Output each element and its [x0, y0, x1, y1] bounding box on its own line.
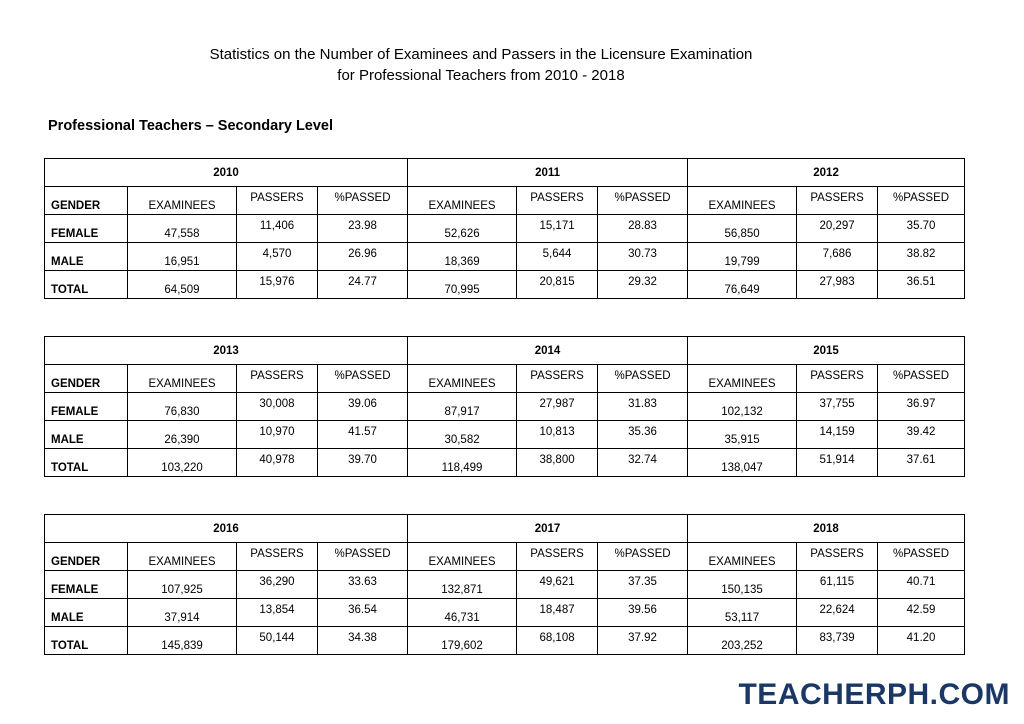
passers-header: PASSERS: [237, 187, 318, 215]
percent-passed-cell: 41.57: [318, 421, 408, 449]
percent-passed-cell: 39.06: [318, 393, 408, 421]
examinees-cell: 19,799: [688, 243, 797, 271]
passers-cell: 49,621: [517, 571, 598, 599]
passers-header: PASSERS: [797, 187, 878, 215]
row-label: FEMALE: [45, 215, 128, 243]
document-title: [0, 44, 962, 86]
examinees-cell: 37,914: [128, 599, 237, 627]
passers-cell: 27,987: [517, 393, 598, 421]
passers-cell: 51,914: [797, 449, 878, 477]
passers-cell: 18,487: [517, 599, 598, 627]
passers-header: PASSERS: [237, 365, 318, 393]
examinees-cell: 47,558: [128, 215, 237, 243]
stats-table: [44, 514, 965, 655]
passers-cell: 10,970: [237, 421, 318, 449]
year-header-row: [45, 159, 965, 187]
passers-cell: 13,854: [237, 599, 318, 627]
percent-passed-cell: 39.42: [878, 421, 965, 449]
percent-passed-cell: 29.32: [598, 271, 688, 299]
table-row: [45, 271, 965, 299]
passers-cell: 37,755: [797, 393, 878, 421]
percent-passed-cell: 32.74: [598, 449, 688, 477]
passers-cell: 36,290: [237, 571, 318, 599]
passers-header: PASSERS: [797, 543, 878, 571]
table-row: [45, 215, 965, 243]
section-subtitle: Professional Teachers – Secondary Level: [48, 118, 334, 134]
percent-passed-header: %PASSED: [318, 365, 408, 393]
passers-cell: 11,406: [237, 215, 318, 243]
percent-passed-cell: 26.96: [318, 243, 408, 271]
percent-passed-cell: 23.98: [318, 215, 408, 243]
percent-passed-cell: 37.92: [598, 627, 688, 655]
passers-cell: 22,624: [797, 599, 878, 627]
stats-table: [44, 336, 965, 477]
passers-cell: 15,171: [517, 215, 598, 243]
examinees-cell: 145,839: [128, 627, 237, 655]
row-label: MALE: [45, 243, 128, 271]
percent-passed-header: %PASSED: [598, 187, 688, 215]
percent-passed-header: %PASSED: [878, 543, 965, 571]
percent-passed-cell: 36.97: [878, 393, 965, 421]
passers-cell: 38,800: [517, 449, 598, 477]
year-header: 2017: [408, 515, 688, 543]
percent-passed-header: %PASSED: [878, 187, 965, 215]
row-label: TOTAL: [45, 449, 128, 477]
year-header-row: [45, 337, 965, 365]
passers-cell: 10,813: [517, 421, 598, 449]
examinees-cell: 56,850: [688, 215, 797, 243]
percent-passed-cell: 38.82: [878, 243, 965, 271]
percent-passed-cell: 37.35: [598, 571, 688, 599]
table-row: [45, 449, 965, 477]
year-header-row: [45, 515, 965, 543]
examinees-cell: 150,135: [688, 571, 797, 599]
table-row: [45, 571, 965, 599]
gender-header: GENDER: [45, 543, 128, 571]
examinees-header: EXAMINEES: [408, 543, 517, 571]
percent-passed-cell: 28.83: [598, 215, 688, 243]
column-header-row: [45, 187, 965, 215]
examinees-header: EXAMINEES: [128, 365, 237, 393]
title-line-1: Statistics on the Number of Examinees and Passers in the Licensure Examination: [209, 46, 753, 63]
year-header: 2014: [408, 337, 688, 365]
examinees-header: EXAMINEES: [688, 543, 797, 571]
stats-table: [44, 158, 965, 299]
passers-cell: 14,159: [797, 421, 878, 449]
table-row: [45, 243, 965, 271]
passers-cell: 30,008: [237, 393, 318, 421]
row-label: MALE: [45, 421, 128, 449]
examinees-header: EXAMINEES: [408, 365, 517, 393]
table-row: [45, 421, 965, 449]
examinees-header: EXAMINEES: [408, 187, 517, 215]
table-row: [45, 627, 965, 655]
percent-passed-header: %PASSED: [598, 543, 688, 571]
examinees-cell: 179,602: [408, 627, 517, 655]
year-header: 2012: [688, 159, 965, 187]
examinees-cell: 16,951: [128, 243, 237, 271]
passers-cell: 20,297: [797, 215, 878, 243]
column-header-row: [45, 365, 965, 393]
brand-watermark: TEACHERPH.COM: [738, 678, 1010, 711]
gender-header: GENDER: [45, 187, 128, 215]
percent-passed-cell: 31.83: [598, 393, 688, 421]
passers-header: PASSERS: [517, 187, 598, 215]
row-label: FEMALE: [45, 571, 128, 599]
percent-passed-cell: 37.61: [878, 449, 965, 477]
percent-passed-cell: 41.20: [878, 627, 965, 655]
passers-cell: 68,108: [517, 627, 598, 655]
row-label: TOTAL: [45, 271, 128, 299]
examinees-header: EXAMINEES: [688, 365, 797, 393]
examinees-cell: 87,917: [408, 393, 517, 421]
passers-cell: 83,739: [797, 627, 878, 655]
table-row: [45, 599, 965, 627]
row-label: FEMALE: [45, 393, 128, 421]
examinees-cell: 138,047: [688, 449, 797, 477]
year-header: 2016: [45, 515, 408, 543]
examinees-cell: 102,132: [688, 393, 797, 421]
passers-cell: 40,978: [237, 449, 318, 477]
row-label: MALE: [45, 599, 128, 627]
passers-cell: 7,686: [797, 243, 878, 271]
examinees-cell: 107,925: [128, 571, 237, 599]
percent-passed-header: %PASSED: [598, 365, 688, 393]
examinees-cell: 30,582: [408, 421, 517, 449]
percent-passed-header: %PASSED: [318, 187, 408, 215]
examinees-cell: 103,220: [128, 449, 237, 477]
examinees-cell: 76,649: [688, 271, 797, 299]
passers-cell: 5,644: [517, 243, 598, 271]
examinees-header: EXAMINEES: [128, 187, 237, 215]
passers-cell: 27,983: [797, 271, 878, 299]
examinees-cell: 70,995: [408, 271, 517, 299]
examinees-cell: 203,252: [688, 627, 797, 655]
examinees-cell: 53,117: [688, 599, 797, 627]
passers-header: PASSERS: [237, 543, 318, 571]
title-line-2: for Professional Teachers from 2010 - 2018: [337, 67, 625, 84]
passers-header: PASSERS: [797, 365, 878, 393]
percent-passed-cell: 35.36: [598, 421, 688, 449]
examinees-cell: 118,499: [408, 449, 517, 477]
examinees-cell: 76,830: [128, 393, 237, 421]
passers-cell: 20,815: [517, 271, 598, 299]
percent-passed-cell: 39.70: [318, 449, 408, 477]
passers-cell: 50,144: [237, 627, 318, 655]
percent-passed-cell: 34.38: [318, 627, 408, 655]
percent-passed-header: %PASSED: [878, 365, 965, 393]
examinees-cell: 26,390: [128, 421, 237, 449]
examinees-cell: 64,509: [128, 271, 237, 299]
percent-passed-cell: 40.71: [878, 571, 965, 599]
column-header-row: [45, 543, 965, 571]
passers-cell: 61,115: [797, 571, 878, 599]
percent-passed-cell: 33.63: [318, 571, 408, 599]
examinees-cell: 35,915: [688, 421, 797, 449]
year-header: 2015: [688, 337, 965, 365]
passers-cell: 4,570: [237, 243, 318, 271]
percent-passed-cell: 36.54: [318, 599, 408, 627]
percent-passed-cell: 24.77: [318, 271, 408, 299]
year-header: 2013: [45, 337, 408, 365]
percent-passed-header: %PASSED: [318, 543, 408, 571]
gender-header: GENDER: [45, 365, 128, 393]
passers-header: PASSERS: [517, 543, 598, 571]
year-header: 2018: [688, 515, 965, 543]
percent-passed-cell: 36.51: [878, 271, 965, 299]
passers-header: PASSERS: [517, 365, 598, 393]
percent-passed-cell: 39.56: [598, 599, 688, 627]
examinees-cell: 52,626: [408, 215, 517, 243]
percent-passed-cell: 42.59: [878, 599, 965, 627]
examinees-header: EXAMINEES: [688, 187, 797, 215]
row-label: TOTAL: [45, 627, 128, 655]
examinees-header: EXAMINEES: [128, 543, 237, 571]
percent-passed-cell: 35.70: [878, 215, 965, 243]
table-row: [45, 393, 965, 421]
examinees-cell: 132,871: [408, 571, 517, 599]
examinees-cell: 46,731: [408, 599, 517, 627]
year-header: 2010: [45, 159, 408, 187]
examinees-cell: 18,369: [408, 243, 517, 271]
year-header: 2011: [408, 159, 688, 187]
passers-cell: 15,976: [237, 271, 318, 299]
percent-passed-cell: 30.73: [598, 243, 688, 271]
